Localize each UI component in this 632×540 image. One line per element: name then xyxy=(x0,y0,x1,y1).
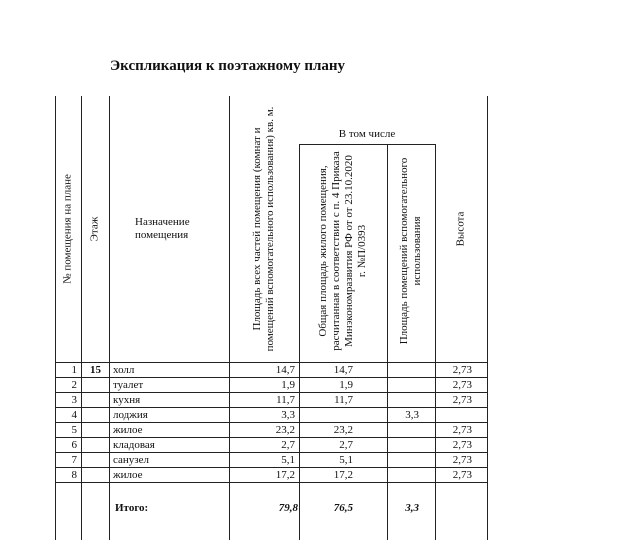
room-height: 2,73 xyxy=(452,379,472,391)
room-number: 3 xyxy=(71,394,77,406)
page-title: Экспликация к поэтажному плану xyxy=(110,58,346,74)
room-height: 2,73 xyxy=(452,424,472,436)
room-aux-area: 3,3 xyxy=(405,409,419,421)
header-total-area: Площадь всех частей помещения (комнат и помещений вспомогательного использования) кв. м. xyxy=(251,106,276,352)
room-name: жилое xyxy=(113,469,143,481)
room-name: кладовая xyxy=(113,439,155,451)
room-living-area: 14,7 xyxy=(333,364,353,376)
room-number: 1 xyxy=(71,364,77,376)
totals-living-area: 76,5 xyxy=(333,502,353,514)
room-living-area: 17,2 xyxy=(333,469,353,481)
room-number: 2 xyxy=(71,379,77,391)
room-name: холл xyxy=(113,364,135,376)
room-living-area: 1,9 xyxy=(339,379,353,391)
room-name: жилое xyxy=(113,424,143,436)
room-total-area: 5,1 xyxy=(281,454,295,466)
room-height: 2,73 xyxy=(452,394,472,406)
room-name: санузел xyxy=(113,454,150,466)
room-height: 2,73 xyxy=(452,364,472,376)
header-floor: Этаж xyxy=(88,216,101,242)
floor-value: 15 xyxy=(90,364,101,376)
room-total-area: 14,7 xyxy=(275,364,295,376)
room-number: 5 xyxy=(71,424,77,436)
room-living-area: 5,1 xyxy=(339,454,353,466)
room-number: 7 xyxy=(71,454,77,466)
room-total-area: 3,3 xyxy=(281,409,295,421)
room-number: 6 xyxy=(71,439,77,451)
room-living-area: 2,7 xyxy=(339,439,353,451)
room-number: 4 xyxy=(71,409,77,421)
room-name: лоджия xyxy=(113,409,148,421)
header-aux-area: Площадь помещений вспомогательного использования xyxy=(398,157,423,345)
totals-label: Итого: xyxy=(115,502,149,514)
room-living-area: 11,7 xyxy=(334,394,353,406)
header-purpose: Назначение помещения xyxy=(135,216,190,241)
header-room-number: № помещения на плане xyxy=(61,174,74,284)
room-total-area: 1,9 xyxy=(281,379,295,391)
room-number: 8 xyxy=(71,469,77,481)
explication-table xyxy=(55,96,488,540)
room-height: 2,73 xyxy=(452,454,472,466)
room-total-area: 17,2 xyxy=(275,469,295,481)
header-including: В том числе xyxy=(338,128,396,140)
room-total-area: 2,7 xyxy=(281,439,295,451)
header-height: Высота xyxy=(454,211,467,247)
room-living-area: 23,2 xyxy=(333,424,353,436)
totals-total-area: 79,8 xyxy=(278,502,298,514)
room-total-area: 23,2 xyxy=(275,424,295,436)
room-total-area: 11,7 xyxy=(276,394,295,406)
totals-aux-area: 3,3 xyxy=(405,502,419,514)
room-height: 2,73 xyxy=(452,469,472,481)
room-height: 2,73 xyxy=(452,439,472,451)
header-living-area: Общая площадь жилого помещения, расчитанная в соответствии с п. 4 Приказа Минэкономразвития РФ от от 23.10.2020 г. №П/0393 xyxy=(317,151,368,351)
room-name: кухня xyxy=(113,394,141,406)
room-name: туалет xyxy=(113,379,144,391)
